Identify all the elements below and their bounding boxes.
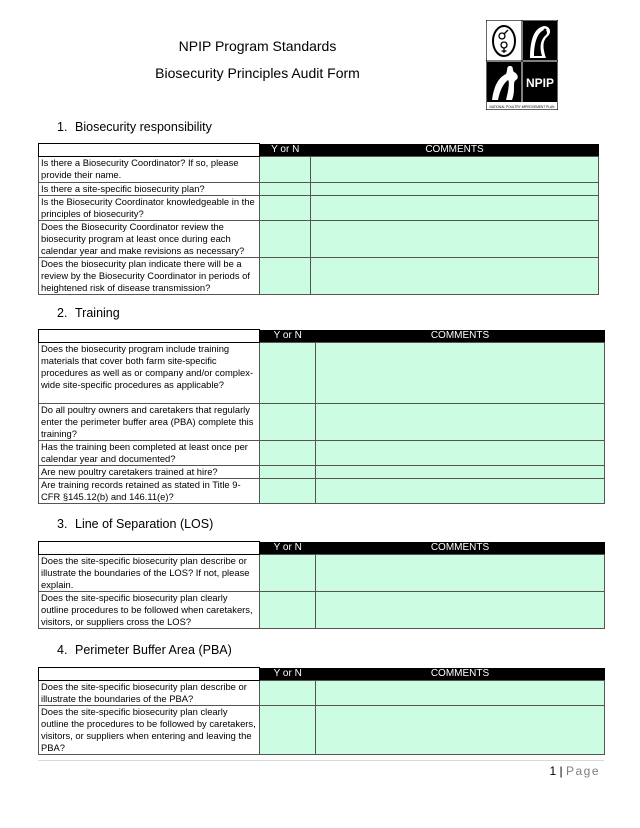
page-separator: | <box>559 764 563 778</box>
question: Does the site-specific biosecurity plan describe or illustrate the boundaries of the LOS? If not, please explain. <box>39 555 260 592</box>
yn-answer-field[interactable] <box>260 706 316 755</box>
comments-field[interactable] <box>316 466 605 479</box>
question: Has the training been completed at least once per calendar year and documented? <box>39 441 260 466</box>
comments-field[interactable] <box>316 343 605 404</box>
col-yn-header: Y or N <box>260 542 316 555</box>
yn-answer-field[interactable] <box>260 592 316 629</box>
yn-answer-field[interactable] <box>260 466 316 479</box>
question: Are new poultry caretakers trained at hire? <box>39 466 260 479</box>
comments-field[interactable] <box>311 221 599 258</box>
table-biosecurity-responsibility <box>38 143 599 295</box>
question: Does the site-specific biosecurity plan describe or illustrate the boundaries of the PBA? <box>39 681 260 706</box>
comments-field[interactable] <box>311 183 599 196</box>
page-number: 1 <box>549 764 557 778</box>
col-yn-header: Y or N <box>260 144 311 157</box>
comments-field[interactable] <box>316 441 605 466</box>
col-yn-header: Y or N <box>260 330 316 343</box>
yn-answer-field[interactable] <box>260 258 311 295</box>
col-comments-header: COMMENTS <box>316 330 605 343</box>
col-comments-header: COMMENTS <box>316 668 605 681</box>
form-title: Biosecurity Principles Audit Form <box>155 65 360 81</box>
question: Is there a site-specific biosecurity plan? <box>39 183 260 196</box>
question: Does the biosecurity program include training materials that cover both farm site-specific procedures as well as or company and/or complex-wide site-specific procedures as applicable? <box>39 343 260 404</box>
table-line-of-separation <box>38 541 605 629</box>
yn-answer-field[interactable] <box>260 196 311 221</box>
yn-answer-field[interactable] <box>260 681 316 706</box>
section-heading-line-of-separation: 3. Line of Separation (LOS) <box>57 517 214 531</box>
section-heading-perimeter-buffer-area: 4. Perimeter Buffer Area (PBA) <box>57 643 232 657</box>
yn-answer-field[interactable] <box>260 479 316 504</box>
comments-field[interactable] <box>316 706 605 755</box>
question: Is the Biosecurity Coordinator knowledgeable in the principles of biosecurity? <box>39 196 260 221</box>
comments-field[interactable] <box>316 479 605 504</box>
comments-field[interactable] <box>311 258 599 295</box>
page-label: Page <box>565 764 600 778</box>
yn-answer-field[interactable] <box>260 441 316 466</box>
yn-answer-field[interactable] <box>260 555 316 592</box>
question: Does the site-specific biosecurity plan clearly outline the procedures to be followed by caretakers, visitors, or suppliers when entering and leaving the PBA? <box>39 706 260 755</box>
table-perimeter-buffer-area <box>38 667 605 755</box>
question: Is there a Biosecurity Coordinator? If so, please provide their name. <box>39 157 260 183</box>
comments-field[interactable] <box>316 555 605 592</box>
npip-logo <box>486 20 558 110</box>
col-comments-header: COMMENTS <box>316 542 605 555</box>
col-yn-header: Y or N <box>260 668 316 681</box>
section-heading-training: 2. Training <box>57 306 120 320</box>
yn-answer-field[interactable] <box>260 404 316 441</box>
comments-field[interactable] <box>316 592 605 629</box>
form-program-title: NPIP Program Standards <box>178 38 337 54</box>
comments-field[interactable] <box>311 157 599 183</box>
logo-text: NPIP <box>525 76 555 90</box>
section-heading-biosecurity-responsibility: 1. Biosecurity responsibility <box>57 120 212 134</box>
page-footer <box>549 764 600 778</box>
table-training <box>38 329 605 504</box>
question: Do all poultry owners and caretakers that regularly enter the perimeter buffer area (PBA) complete this training? <box>39 404 260 441</box>
question: Does the site-specific biosecurity plan clearly outline procedures to be followed when caretakers, visitors, or suppliers cross the LOS? <box>39 592 260 629</box>
comments-field[interactable] <box>316 404 605 441</box>
col-comments-header: COMMENTS <box>311 144 599 157</box>
question: Does the biosecurity plan indicate there will be a review by the Biosecurity Coordinator in periods of heightened risk of disease transmission? <box>39 258 260 295</box>
logo-subtext: NATIONAL POULTRY IMPROVEMENT PLAN <box>489 105 555 109</box>
yn-answer-field[interactable] <box>260 183 311 196</box>
yn-answer-field[interactable] <box>260 157 311 183</box>
comments-field[interactable] <box>316 681 605 706</box>
comments-field[interactable] <box>311 196 599 221</box>
yn-answer-field[interactable] <box>260 343 316 404</box>
yn-answer-field[interactable] <box>260 221 311 258</box>
question: Are training records retained as stated in Title 9-CFR §145.12(b) and 146.11(e)? <box>39 479 260 504</box>
footer-divider <box>38 760 604 761</box>
question: Does the Biosecurity Coordinator review the biosecurity program at least once during each calendar year and make revisions as necessary? <box>39 221 260 258</box>
